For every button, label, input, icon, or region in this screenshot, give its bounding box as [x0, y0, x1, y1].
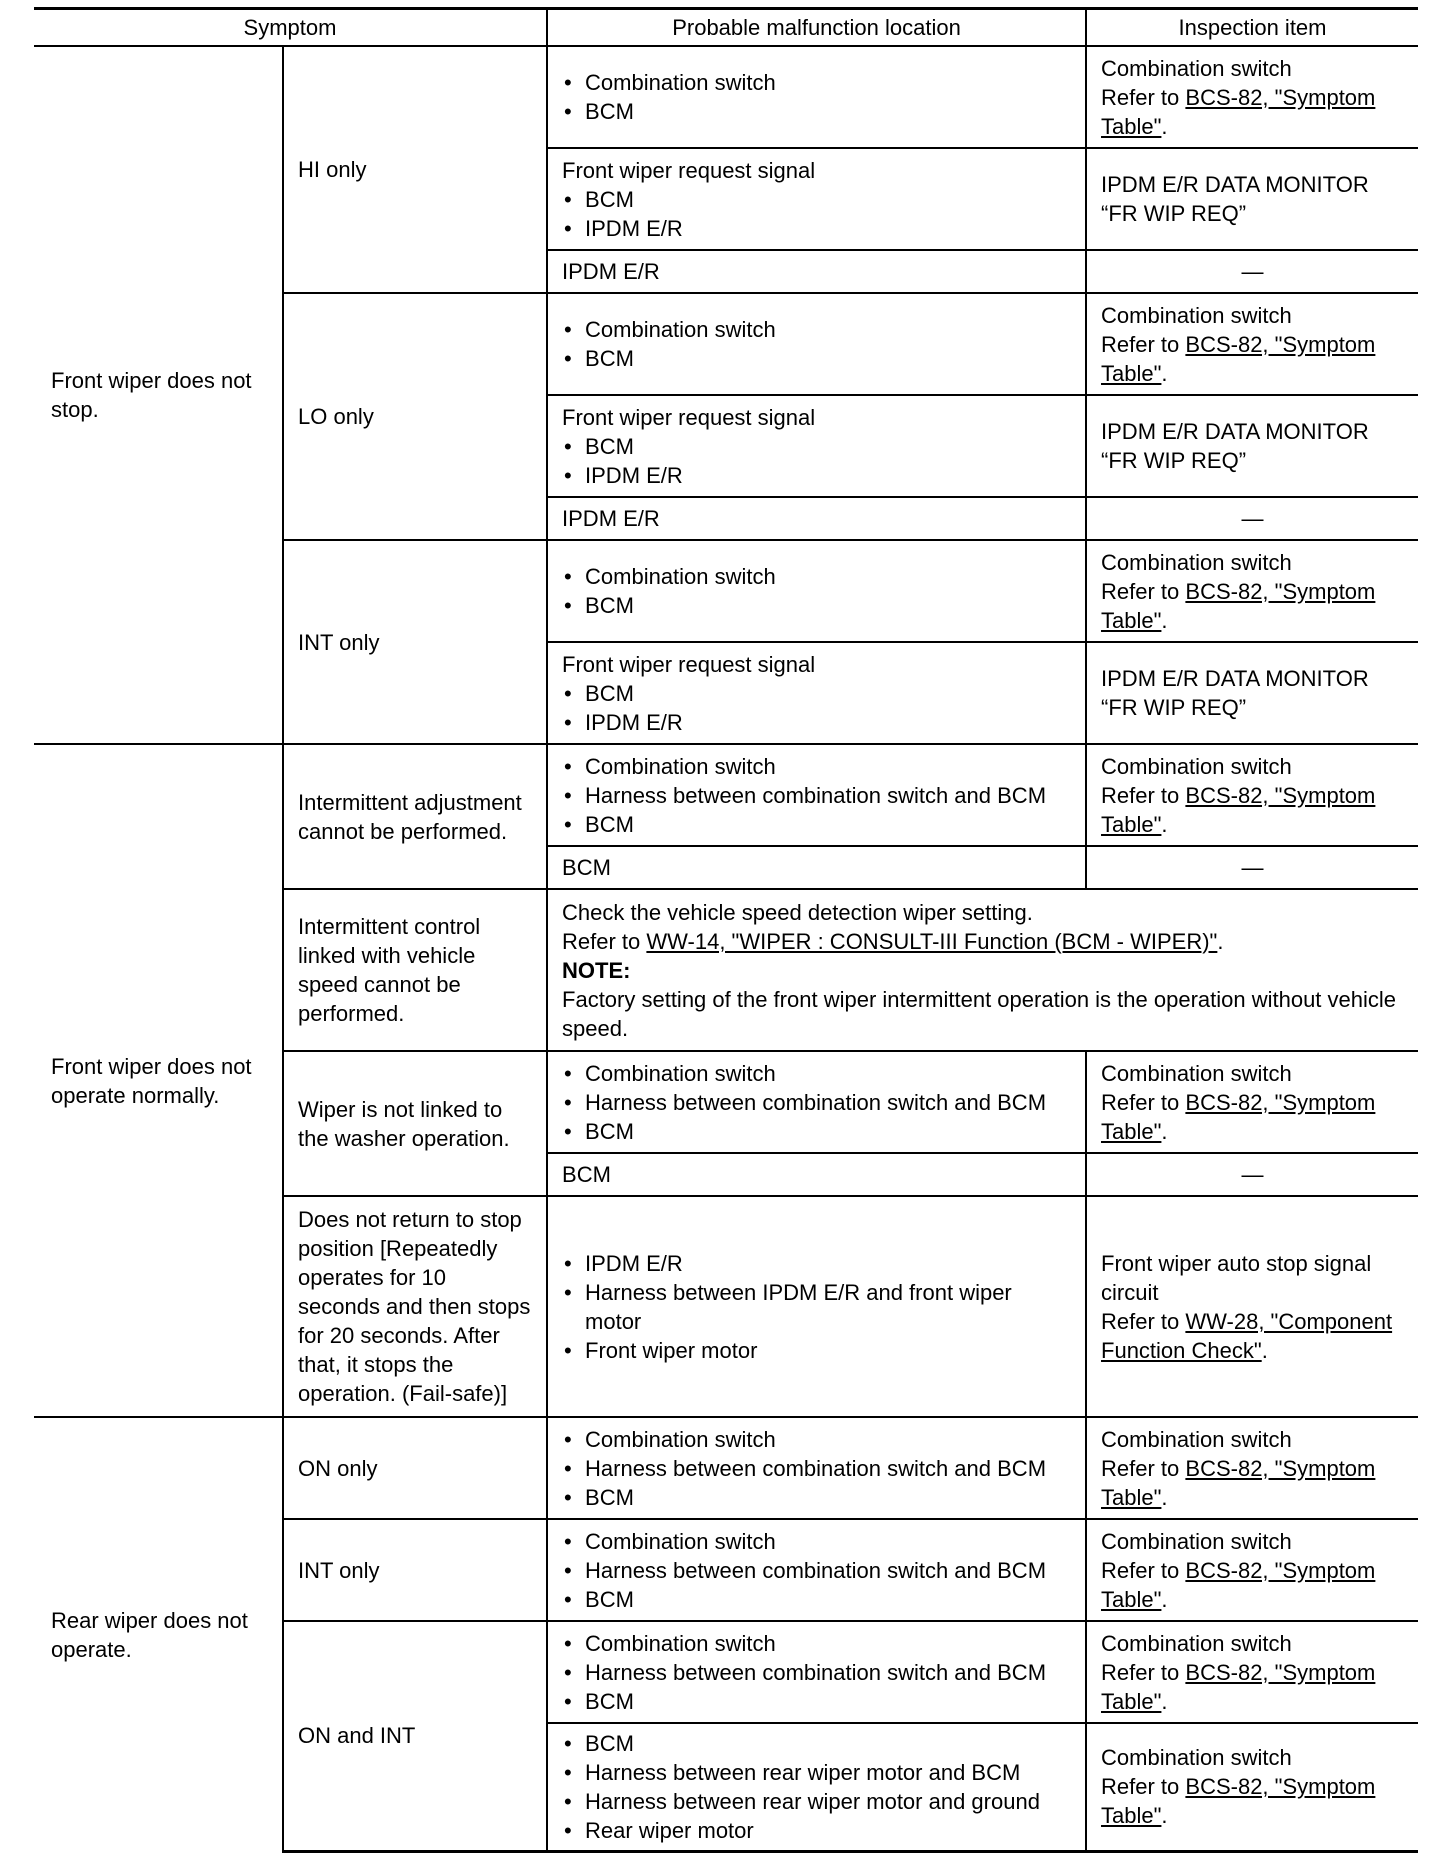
subsymptom-hi-only: HI only: [283, 46, 547, 293]
dash: —: [1086, 1153, 1418, 1196]
location-cell: [547, 1519, 1086, 1621]
header-inspection: Inspection item: [1086, 9, 1418, 47]
list-item: • Combination switch: [562, 1629, 1071, 1658]
inspection-cell: Front wiper auto stop signal circuit Refer to WW-28, "Component Function Check".: [1086, 1196, 1418, 1417]
inspection-cell: Combination switch Refer to BCS-82, "Symptom Table".: [1086, 1519, 1418, 1621]
ww-28-link[interactable]: WW-28, "Component Function Check": [1101, 1308, 1393, 1363]
list-item: • Combination switch: [562, 562, 1071, 591]
list-item: • Front wiper motor: [562, 1336, 1071, 1365]
inspection-cell: Combination switch Refer to BCS-82, "Symptom Table".: [1086, 1417, 1418, 1519]
dash: —: [1086, 497, 1418, 540]
list-item: • Combination switch: [562, 315, 1071, 344]
symptom-table: [34, 7, 1418, 1853]
bcs-82-link[interactable]: BCS-82, "Symptom Table": [1101, 331, 1376, 386]
table-row: [34, 744, 1418, 846]
symptom-front-not-stop: Front wiper does not stop.: [34, 46, 283, 744]
subsymptom-intermittent-adjustment: Intermittent adjustment cannot be performed.: [283, 744, 547, 889]
location-cell: BCM: [547, 1153, 1086, 1196]
list-item: • BCM: [562, 97, 1071, 126]
location-cell: [547, 540, 1086, 642]
vehicle-speed-note-cell: Check the vehicle speed detection wiper setting. Refer to WW-14, "WIPER : CONSULT-III Function (BCM - WIPER)". NOTE: Factory setting of the front wiper intermittent operation is the operation without vehicle speed.: [547, 889, 1418, 1051]
location-cell: BCM: [547, 846, 1086, 889]
list-item: • BCM: [562, 1483, 1071, 1512]
bcs-82-link[interactable]: BCS-82, "Symptom Table": [1101, 1659, 1376, 1714]
list-item: • BCM: [562, 344, 1071, 373]
list-item: • Harness between combination switch and BCM: [562, 1556, 1071, 1585]
list-item: • Harness between combination switch and BCM: [562, 1658, 1071, 1687]
inspection-cell: IPDM E/R DATA MONITOR “FR WIP REQ”: [1086, 148, 1418, 250]
location-cell: Front wiper request signal • BCM • IPDM E/R: [547, 642, 1086, 744]
bcs-82-link[interactable]: BCS-82, "Symptom Table": [1101, 1557, 1376, 1612]
list-item: • Harness between combination switch and BCM: [562, 1454, 1071, 1483]
note-label: NOTE:: [562, 957, 631, 983]
inspection-cell: Combination switch Refer to BCS-82, "Symptom Table".: [1086, 540, 1418, 642]
list-item: • Combination switch: [562, 1425, 1071, 1454]
table-row: [34, 46, 1418, 148]
list-item: • Rear wiper motor: [562, 1816, 1071, 1845]
location-cell: [547, 1621, 1086, 1723]
header-location: Probable malfunction location: [547, 9, 1086, 47]
location-cell: IPDM E/R: [547, 497, 1086, 540]
inspection-cell: Combination switch Refer to BCS-82, "Symptom Table".: [1086, 1621, 1418, 1723]
header-row: [34, 9, 1418, 47]
list-item: • Harness between rear wiper motor and ground: [562, 1787, 1071, 1816]
list-item: • BCM: [562, 432, 1071, 461]
list-item: • IPDM E/R: [562, 1249, 1071, 1278]
list-item: • Combination switch: [562, 1527, 1071, 1556]
dash: —: [1086, 846, 1418, 889]
bcs-82-link[interactable]: BCS-82, "Symptom Table": [1101, 1774, 1376, 1829]
location-cell: [547, 293, 1086, 395]
list-item: • Combination switch: [562, 68, 1071, 97]
subsymptom-vehicle-speed: Intermittent control linked with vehicle speed cannot be performed.: [283, 889, 547, 1051]
list-item: • Harness between combination switch and BCM: [562, 1088, 1071, 1117]
location-cell: Front wiper request signal • BCM • IPDM E/R: [547, 148, 1086, 250]
header-symptom: Symptom: [34, 9, 547, 47]
inspection-cell: Combination switch Refer to BCS-82, "Symptom Table".: [1086, 744, 1418, 846]
location-cell: [547, 1051, 1086, 1153]
location-cell: [547, 1417, 1086, 1519]
list-item: • BCM: [562, 1687, 1071, 1716]
list-item: • IPDM E/R: [562, 461, 1071, 490]
location-cell: [547, 46, 1086, 148]
subsymptom-lo-only: LO only: [283, 293, 547, 540]
ww-14-link[interactable]: WW-14, "WIPER : CONSULT-III Function (BCM - WIPER)": [646, 928, 1218, 954]
list-item: • IPDM E/R: [562, 214, 1071, 243]
subsymptom-rear-int-only: INT only: [283, 1519, 547, 1621]
list-item: • BCM: [562, 810, 1071, 839]
inspection-cell: IPDM E/R DATA MONITOR “FR WIP REQ”: [1086, 395, 1418, 497]
list-item: • Combination switch: [562, 752, 1071, 781]
inspection-cell: Combination switch Refer to BCS-82, "Symptom Table".: [1086, 46, 1418, 148]
location-cell: Front wiper request signal • BCM • IPDM E/R: [547, 395, 1086, 497]
table-row: [34, 1417, 1418, 1519]
note-text: Factory setting of the front wiper intermittent operation is the operation without vehicle speed.: [562, 986, 1397, 1041]
symptom-front-abnormal: Front wiper does not operate normally.: [34, 744, 283, 1417]
list-item: • BCM: [562, 1585, 1071, 1614]
bcs-82-link[interactable]: BCS-82, "Symptom Table": [1101, 578, 1376, 633]
location-cell: [547, 1723, 1086, 1851]
subsymptom-on-and-int: ON and INT: [283, 1621, 547, 1851]
inspection-cell: Combination switch Refer to BCS-82, "Symptom Table".: [1086, 293, 1418, 395]
bcs-82-link[interactable]: BCS-82, "Symptom Table": [1101, 1089, 1376, 1144]
bcs-82-link[interactable]: BCS-82, "Symptom Table": [1101, 84, 1376, 139]
list-item: • Harness between rear wiper motor and BCM: [562, 1758, 1071, 1787]
list-item: • Combination switch: [562, 1059, 1071, 1088]
location-cell: [547, 744, 1086, 846]
subsymptom-on-only: ON only: [283, 1417, 547, 1519]
list-item: • IPDM E/R: [562, 708, 1071, 737]
subsymptom-washer-link: Wiper is not linked to the washer operation.: [283, 1051, 547, 1196]
list-item: • BCM: [562, 679, 1071, 708]
inspection-cell: Combination switch Refer to BCS-82, "Symptom Table".: [1086, 1051, 1418, 1153]
inspection-title: Combination switch: [1101, 55, 1292, 81]
list-item: • Harness between IPDM E/R and front wiper motor: [562, 1278, 1071, 1336]
location-cell: IPDM E/R: [547, 250, 1086, 293]
bcs-82-link[interactable]: BCS-82, "Symptom Table": [1101, 782, 1376, 837]
inspection-cell: IPDM E/R DATA MONITOR “FR WIP REQ”: [1086, 642, 1418, 744]
subsymptom-int-only: INT only: [283, 540, 547, 744]
list-item: • Harness between combination switch and BCM: [562, 781, 1071, 810]
list-item: • BCM: [562, 185, 1071, 214]
list-item: • BCM: [562, 1729, 1071, 1758]
location-cell: [547, 1196, 1086, 1417]
list-item: • BCM: [562, 591, 1071, 620]
bcs-82-link[interactable]: BCS-82, "Symptom Table": [1101, 1455, 1376, 1510]
inspection-cell: Combination switch Refer to BCS-82, "Symptom Table".: [1086, 1723, 1418, 1851]
dash: —: [1086, 250, 1418, 293]
subsymptom-stop-position: Does not return to stop position [Repeatedly operates for 10 seconds and then stops for 20 seconds. After that, it stops the operation. (Fail-safe)]: [283, 1196, 547, 1417]
symptom-rear-not-operate: Rear wiper does not operate.: [34, 1417, 283, 1851]
list-item: • BCM: [562, 1117, 1071, 1146]
